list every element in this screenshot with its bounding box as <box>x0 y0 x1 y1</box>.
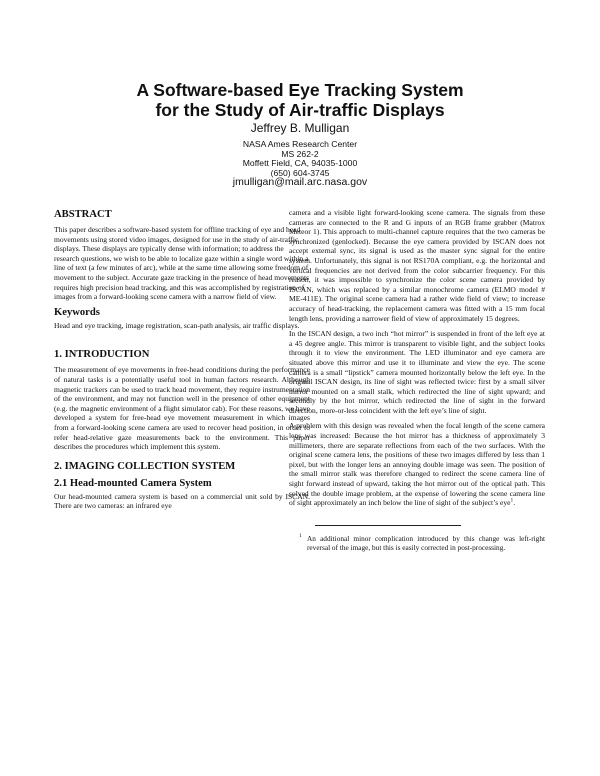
author-name: Jeffrey B. Mulligan <box>250 121 350 135</box>
introduction-text: The measurement of eye movements in free-head conditions during the performance of natural tasks is a potentially useful tool in human factors research. Although magnetic trackers can be used to track head movement, they require instrumentation of the environment, and may not function well in the presence of other equipment (e.g. the magnetic environment of a flight simulator cab). For these reasons, we have developed a system for free-head eye movement measurement in which images from a forward-looking scene camera are used to recover head position, in order to refer head-relative gaze measurements back to the environment. This paper describes the procedures which implement this system. <box>54 365 310 452</box>
body-paragraph <box>289 421 545 507</box>
footnote-reference: 1 <box>510 497 514 504</box>
subsection-heading: 2.1 Head-mounted Camera System <box>54 477 212 489</box>
affiliation-line: NASA Ames Research Center <box>242 139 358 149</box>
paper-title-line-1: A Software-based Eye Tracking System <box>136 80 464 100</box>
affiliation-line: MS 262-2 <box>281 148 319 159</box>
keywords-heading: Keywords <box>54 306 100 318</box>
keywords-text: Head and eye tracking, image registration, scan-path analysis, air traffic displays. <box>54 320 300 330</box>
abstract-text: This paper describes a software-based system for offline tracking of eye and head movements using stored video images, designed for use in the study of air-traffic displays. These displays are typically dense with information; to address the research questions, we wish to be able to localize gaze within a single word within a line of text (a few minutes of arc), while at the same time allowing some freedom of movement to the subject. Accurate gaze tracking in the presence of head movements requires high precision head tracking, and this was accomplished by registration of images from a forward-looking scene camera with a narrow field of view. <box>54 225 310 302</box>
affiliation-line: Moffett Field, CA, 94035-1000 <box>242 158 358 168</box>
author-email: jmulligan@mail.arc.nasa.gov <box>232 176 368 188</box>
footnote-mark: 1 <box>299 532 302 539</box>
body-paragraph: camera and a visible light forward-looking scene camera. The signals from these cameras are connected to the R and G inputs of an RGB frame grabber (Matrox Meteor 1). This approach to multi-channel capture requires that the two cameras be synchronized (genlocked). Because the eye camera provided by ISCAN does not accept external sync, its signal is used as the master sync signal for the entire system. Unfortunately, this signal is not RS170A compliant, e.g. the horizontal and vertical frequencies are not derived from the color subcarrier frequency. For this reason, it was impossible to synchronize the color scene camera provided by ISCAN, which was replaced by a similar monochrome camera (ELMO model # ME-411E). The original scene camera had a rather wide field of view; to increase accuracy of head-tracking, the replacement camera was fitted with a 15 mm focal length lens, providing a narrower field of view of approximately 15 degrees. <box>289 208 545 323</box>
affiliation-line: (650) 604-3745 <box>270 167 330 178</box>
paper-title-line-2: for the Study of Air-traffic Displays <box>155 100 445 120</box>
paragraph-end: . <box>513 498 516 508</box>
right-column <box>289 208 545 553</box>
footnote <box>289 534 545 553</box>
footnote-text-block <box>299 532 545 553</box>
footnote-text: An additional minor complication introduced by this change was left-right reversal of the image, but this is easily corrected in post-processing. <box>307 533 545 553</box>
introduction-heading: 1. INTRODUCTION <box>54 349 150 361</box>
imaging-section-heading: 2. IMAGING COLLECTION SYSTEM <box>54 460 236 472</box>
body-paragraph: In the ISCAN design, a two inch “hot mirror” is suspended in front of the left eye at a 45 degree angle. This mirror is transparent to visible light, and the subject looks through it to view the environment. The LED illuminator and eye camera are situated above this mirror and use it to illuminate and view the eye. The scene camera is a small “lipstick” camera mounted horizontally below the left eye. In the original ISCAN design, its line of sight was reflected twice: first by a small silver mirror mounted on a small stalk, which redirected the line of sight upward; and secondly by the hot mirror, which redirected the line of sight in the forward direction, more-or-less coincident with the left eye’s line of sight. <box>289 329 545 415</box>
footnote-divider <box>315 525 461 526</box>
body-paragraph-text: A problem with this design was revealed when the focal length of the scene camera lens was increased: Because the hot mirror has a thickness of approximately 3 millimeters, there are separate reflections from each of the two surfaces. With the original scene camera lens, the positions of these two images differed by less than 1 pixel, but with the longer lens an annoying double image was seen. The position of the small mirror stalk was therefore changed to redirect the scene camera line of sight forward instead of upward, taking the hot mirror out of the optical path. This solved the double image problem, at the expense of lowering the scene camera line of sight approximately an inch below the line of sight of the subject’s eye <box>289 421 545 508</box>
abstract-section <box>54 208 310 302</box>
subsection-text: Our head-mounted camera system is based on a commercial unit sold by ISCAN. There are two cameras: an infrared eye <box>54 491 310 511</box>
abstract-heading: ABSTRACT <box>54 209 112 220</box>
left-column <box>54 208 310 511</box>
